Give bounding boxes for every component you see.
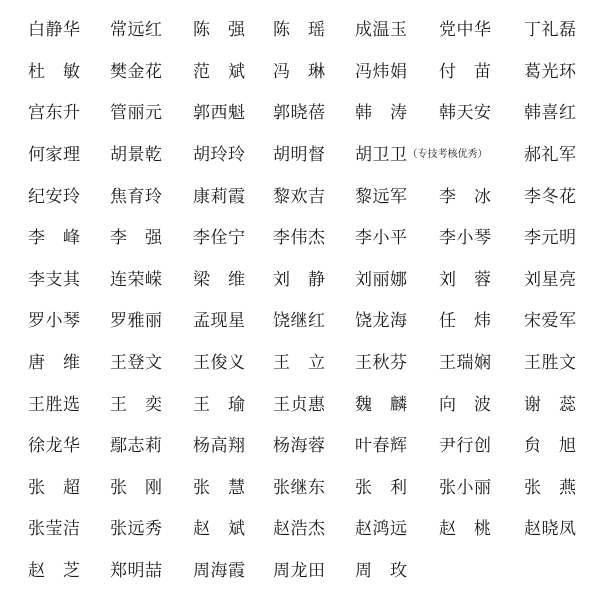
person-name: 周 玫 [355,561,408,582]
person-name: 李 冰 [439,186,492,207]
person-name: 陈 瑶 [273,20,326,41]
person-name: 党中华 [439,20,492,41]
person-name: 管丽元 [110,103,163,124]
person-name: 饶龙海 [355,311,408,332]
name-entry [110,269,193,290]
name-entry [193,147,273,164]
person-name: 葛光环 [524,61,577,82]
person-name: 刘 蓉 [439,269,492,290]
name-entry [110,355,193,372]
person-name: 李 峰 [28,228,81,249]
person-name: 赵 斌 [193,519,246,540]
name-entry [439,313,524,330]
person-name: 周海霞 [193,561,246,582]
name-entry [524,230,594,247]
person-name: 何家理 [28,145,81,166]
person-name: 赵 芝 [28,561,81,582]
person-name: 张 利 [355,477,408,498]
person-name: 周龙田 [273,561,326,582]
name-entry [273,313,355,330]
name-entry [355,438,439,455]
name-entry [273,477,355,498]
name-entry [273,230,355,247]
name-entry [439,521,524,538]
person-name: 胡卫卫 [355,145,408,166]
person-name: 孟现星 [193,311,246,332]
person-name: 饶继红 [273,311,326,332]
name-entry [273,521,355,538]
name-entry [193,355,273,372]
name-entry [28,438,110,455]
person-name: 宫东升 [28,103,81,124]
name-entry [439,477,524,498]
person-name: 纪安玲 [28,186,81,207]
person-name: 王登文 [110,353,163,374]
name-entry [110,186,193,207]
name-entry [273,105,355,122]
name-entry [355,61,439,82]
name-entry [110,147,193,164]
evaluation-note: （专技考核优秀） [407,149,488,161]
person-name: 王胜文 [524,353,577,374]
person-name: 王贞惠 [273,394,326,415]
name-entry [355,230,439,247]
person-name: 黎远军 [355,186,408,207]
person-name: 白静华 [28,20,81,41]
person-name: 梁 维 [193,269,246,290]
name-entry [439,355,524,372]
name-entry [193,230,273,247]
name-entry [28,269,110,290]
name-entry [355,477,439,498]
name-entry [193,477,273,498]
person-name: 宋爱军 [524,311,577,332]
name-entry [110,521,193,538]
person-name: 李冬花 [524,186,577,207]
name-entry [28,394,110,415]
name-entry [439,269,524,290]
name-entry [524,147,594,164]
person-name: 叶春辉 [355,436,408,457]
name-entry [28,355,110,372]
name-entry [439,230,524,247]
name-entry [355,521,439,538]
person-name: 王 瑜 [193,394,246,415]
person-name: 张 刚 [110,477,163,498]
name-entry [28,22,110,39]
name-entry [355,22,439,39]
person-name: 罗雅丽 [110,311,163,332]
person-name: 韩天安 [439,103,492,124]
name-entry [524,61,594,82]
name-entry [28,105,110,122]
person-name: 李元明 [524,228,577,249]
person-name: 杨海蓉 [273,436,326,457]
name-entry [193,563,273,580]
name-entry [193,61,273,82]
name-entry [28,477,110,498]
name-entry [110,22,193,39]
person-name: 韩 涛 [355,103,408,124]
name-entry [28,230,110,247]
person-name: 胡玲玲 [193,145,246,166]
person-name: 赵晓凤 [524,519,577,540]
name-entry [193,269,273,290]
person-name: 张小丽 [439,477,492,498]
person-name: 尹行创 [439,436,492,457]
person-name: 王瑞娴 [439,353,492,374]
person-name: 杨高翔 [193,436,246,457]
person-name: 鄢志莉 [110,436,163,457]
person-name: 张继东 [273,477,326,498]
person-name: 赵鸿远 [355,519,408,540]
person-name: 张 超 [28,477,81,498]
person-name: 胡明督 [273,145,326,166]
name-entry [524,105,594,122]
name-entry [273,438,355,455]
person-name: 徐龙华 [28,436,81,457]
person-name: 韩喜红 [524,103,577,124]
name-entry [439,438,524,455]
name-entry [273,355,355,372]
name-entry [439,105,524,122]
name-entry [193,186,273,207]
name-entry [193,105,273,122]
person-name: 谢 蕊 [524,394,577,415]
name-entry [273,61,355,82]
name-entry [524,355,594,372]
person-name: 王俊义 [193,353,246,374]
person-name: 张 慧 [193,477,246,498]
name-entry [273,22,355,39]
name-entry [273,186,355,207]
person-name: 王秋芬 [355,353,408,374]
name-entry [355,313,439,330]
name-entry [524,22,594,39]
name-entry [355,563,439,580]
person-name: 康莉霞 [193,186,246,207]
name-entry [273,147,355,164]
person-name: 付 苗 [439,61,492,82]
person-name: 冯炜娟 [355,61,408,82]
name-entry [524,438,594,455]
name-entry [355,186,439,207]
person-name: 杜 敏 [28,61,81,82]
name-entry [273,394,355,415]
name-entry [193,394,273,415]
person-name: 成温玉 [355,20,408,41]
name-entry [273,563,355,580]
person-name: 樊金花 [110,61,163,82]
name-entry [355,105,439,122]
person-name: 赵浩杰 [273,519,326,540]
person-name: 刘 静 [273,269,326,290]
person-name: 李小琴 [439,228,492,249]
name-entry [524,313,594,330]
name-entry [28,61,110,82]
name-entry [110,394,193,415]
person-name: 范 斌 [193,61,246,82]
person-name: 张远秀 [110,519,163,540]
name-entry [28,313,110,330]
name-entry [439,61,524,82]
name-entry [28,563,110,580]
person-name: 黎欢吉 [273,186,326,207]
person-name: 李 强 [110,228,163,249]
name-entry [355,355,439,372]
name-entry [193,438,273,455]
name-entry [28,186,110,207]
person-name: 王胜选 [28,394,81,415]
name-entry [439,186,524,207]
name-entry [110,313,193,330]
name-entry [193,22,273,39]
name-entry [524,477,594,498]
person-name: 张 燕 [524,477,577,498]
person-name: 常远红 [110,20,163,41]
person-name: 丁礼磊 [524,20,577,41]
name-entry [524,521,594,538]
name-entry [110,438,193,455]
name-entry [524,394,594,415]
person-name: 任 炜 [439,311,492,332]
person-name: 连荣嵘 [110,269,163,290]
person-name: 李小平 [355,228,408,249]
name-entry [355,394,439,415]
name-list-grid [28,10,594,592]
person-name: 郭晓蓓 [273,103,326,124]
person-name: 赵 桃 [439,519,492,540]
person-name: 郭西魁 [193,103,246,124]
name-entry [439,394,524,415]
name-entry [355,269,439,290]
person-name: 唐 维 [28,353,81,374]
person-name: 罗小琴 [28,311,81,332]
name-entry [110,105,193,122]
name-entry [28,521,110,538]
person-name: 张莹洁 [28,519,81,540]
person-name: 胡景乾 [110,145,163,166]
name-entry [110,230,193,247]
person-name: 郑明喆 [110,561,163,582]
name-entry [28,147,110,164]
name-entry [524,186,594,207]
name-entry [193,521,273,538]
person-name: 王 立 [273,353,326,374]
name-entry [110,563,193,580]
person-name: 冯 琳 [273,61,326,82]
name-entry [110,477,193,498]
name-entry [193,313,273,330]
person-name: 刘丽娜 [355,269,408,290]
person-name: 郝礼军 [524,145,577,166]
person-name: 贠 旭 [524,436,577,457]
person-name: 王 奕 [110,394,163,415]
person-name: 焦育玲 [110,186,163,207]
person-name: 李佺宁 [193,228,246,249]
name-entry [355,145,488,166]
person-name: 李支其 [28,269,81,290]
person-name: 向 波 [439,394,492,415]
name-entry [524,269,594,290]
person-name: 李伟杰 [273,228,326,249]
name-entry [439,22,524,39]
name-entry [273,269,355,290]
name-entry [110,61,193,82]
person-name: 陈 强 [193,20,246,41]
person-name: 刘星亮 [524,269,577,290]
person-name: 魏 麟 [355,394,408,415]
